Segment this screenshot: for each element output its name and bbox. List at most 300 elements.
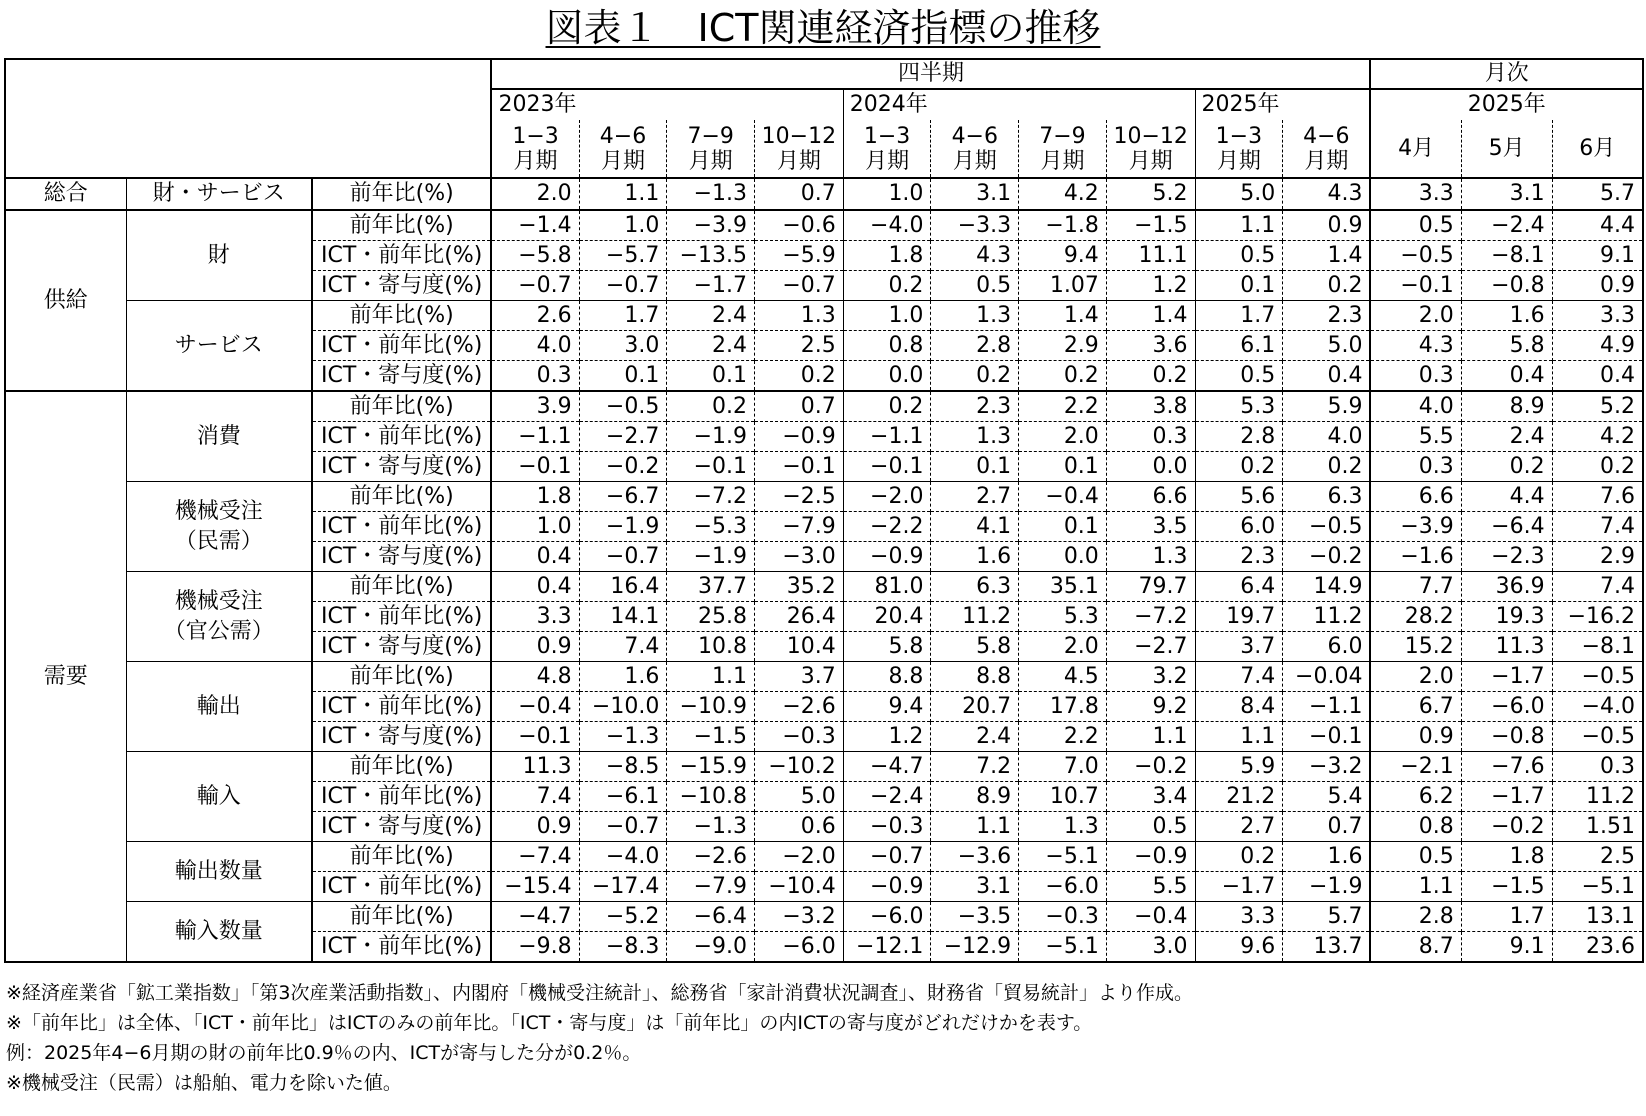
header-corner [5, 59, 491, 178]
value-cell: 2.8 [1370, 902, 1461, 932]
value-cell: 10.7 [1019, 782, 1107, 812]
value-cell: 0.3 [1370, 452, 1461, 482]
value-cell: −9.0 [667, 932, 755, 963]
value-cell: 1.0 [843, 178, 931, 210]
period-range: 1−3 [1215, 123, 1263, 149]
value-cell: 7.0 [1019, 752, 1107, 782]
value-cell: −2.0 [843, 482, 931, 512]
value-cell: 5.0 [1195, 178, 1283, 210]
value-cell: 1.1 [931, 812, 1019, 842]
value-cell: 9.4 [1019, 241, 1107, 271]
value-cell: −0.2 [579, 452, 667, 482]
value-cell: 3.4 [1106, 782, 1195, 812]
subgroup-label [126, 178, 312, 210]
value-cell: 0.2 [755, 361, 844, 392]
value-cell: −2.6 [667, 842, 755, 872]
value-cell: −0.04 [1283, 662, 1371, 692]
value-cell: 0.5 [1106, 812, 1195, 842]
period-suffix: 月期 [1128, 148, 1173, 174]
value-cell: −4.7 [491, 902, 579, 932]
value-cell: 1.7 [1195, 301, 1283, 331]
value-cell: −5.3 [667, 512, 755, 542]
subgroup-label [126, 301, 312, 392]
value-cell: 3.5 [1106, 512, 1195, 542]
value-cell: −3.9 [1370, 512, 1461, 542]
value-cell: −1.9 [667, 542, 755, 572]
value-cell: −10.4 [755, 872, 844, 902]
value-cell: 3.2 [1106, 662, 1195, 692]
value-cell: −0.9 [755, 422, 844, 452]
measure-label: 前年比(%) [312, 752, 492, 782]
value-cell: −1.9 [667, 422, 755, 452]
value-cell: 0.3 [1370, 361, 1461, 392]
value-cell: 0.9 [1283, 210, 1371, 241]
value-cell: 4.4 [1461, 482, 1552, 512]
value-cell: 0.0 [1019, 542, 1107, 572]
value-cell: 2.0 [491, 178, 579, 210]
group-label: 供給 [5, 210, 126, 391]
header-period [1106, 120, 1195, 178]
period-suffix: 月期 [1216, 148, 1261, 174]
period-range: 10−12 [1113, 123, 1188, 149]
value-cell: −17.4 [579, 872, 667, 902]
value-cell: −6.0 [755, 932, 844, 963]
value-cell: 7.7 [1370, 572, 1461, 602]
table-row [5, 391, 1643, 422]
value-cell: −0.8 [1461, 722, 1552, 752]
value-cell: 8.9 [931, 782, 1019, 812]
value-cell: −8.1 [1461, 241, 1552, 271]
value-cell: 35.1 [1019, 572, 1107, 602]
value-cell: 0.8 [843, 331, 931, 361]
value-cell: 0.4 [491, 572, 579, 602]
measure-label: ICT・前年比(%) [312, 602, 492, 632]
value-cell: 7.4 [579, 632, 667, 662]
measure-label: 前年比(%) [312, 842, 492, 872]
value-cell: 1.4 [1019, 301, 1107, 331]
period-range: 7−9 [1039, 123, 1086, 149]
value-cell: 1.6 [1283, 842, 1371, 872]
value-cell: 11.3 [1461, 632, 1552, 662]
footnote: ※機械受注（民需）は船舶、電力を除いた値。 [6, 1072, 402, 1094]
value-cell: −5.2 [579, 902, 667, 932]
value-cell: −6.4 [1461, 512, 1552, 542]
ict-indicator-table [4, 58, 1644, 963]
value-cell: −0.4 [491, 692, 579, 722]
subgroup-label-line: 輸出 [196, 693, 241, 719]
value-cell: 4.0 [491, 331, 579, 361]
value-cell: 26.4 [755, 602, 844, 632]
value-cell: 4.5 [1019, 662, 1107, 692]
value-cell: −2.7 [579, 422, 667, 452]
value-cell: 37.7 [667, 572, 755, 602]
value-cell: −1.9 [1283, 872, 1371, 902]
value-cell: −8.1 [1552, 632, 1643, 662]
value-cell: −8.3 [579, 932, 667, 963]
measure-label: 前年比(%) [312, 482, 492, 512]
value-cell: 6.1 [1195, 331, 1283, 361]
period-range: 7−9 [687, 123, 734, 149]
subgroup-label-line: 機械受注 [174, 498, 263, 524]
group-label: 需要 [5, 391, 126, 962]
value-cell: 4.2 [1019, 178, 1107, 210]
value-cell: −0.7 [579, 271, 667, 301]
period-suffix: 月期 [688, 148, 733, 174]
value-cell: 1.7 [1461, 902, 1552, 932]
period-range: 10−12 [761, 123, 837, 149]
table-title: 図表１ ICT関連経済指標の推移 [545, 6, 1101, 50]
value-cell: −0.7 [843, 842, 931, 872]
value-cell: 1.6 [1461, 301, 1552, 331]
value-cell: −1.3 [579, 722, 667, 752]
value-cell: −0.1 [667, 452, 755, 482]
measure-label: 前年比(%) [312, 662, 492, 692]
measure-label: 前年比(%) [312, 178, 492, 210]
header-year-monthly: 2025年 [1370, 89, 1643, 120]
value-cell: 3.3 [1370, 178, 1461, 210]
value-cell: −6.4 [667, 902, 755, 932]
value-cell: 1.7 [579, 301, 667, 331]
value-cell: −0.5 [579, 391, 667, 422]
value-cell: −0.3 [1019, 902, 1107, 932]
value-cell: 2.3 [1283, 301, 1371, 331]
value-cell: 1.1 [1106, 722, 1195, 752]
measure-label: ICT・前年比(%) [312, 331, 492, 361]
header-year-2023: 2023年 [491, 89, 843, 120]
footnote: ※「前年比」は全体、「ICT・前年比」はICTのみの前年比。「ICT・寄与度」は「前年比」の内ICTの寄与度がどれだけかを表す。 [6, 1012, 1093, 1034]
value-cell: 1.1 [1370, 872, 1461, 902]
value-cell: 7.2 [931, 752, 1019, 782]
value-cell: 0.1 [931, 452, 1019, 482]
value-cell: 81.0 [843, 572, 931, 602]
subgroup-label [126, 842, 312, 902]
value-cell: −16.2 [1552, 602, 1643, 632]
subgroup-label-line: 輸入数量 [174, 918, 263, 944]
value-cell: 0.2 [1461, 452, 1552, 482]
value-cell: −12.9 [931, 932, 1019, 963]
value-cell: −3.0 [755, 542, 844, 572]
header-period [1283, 120, 1371, 178]
value-cell: 0.9 [1370, 722, 1461, 752]
value-cell: 21.2 [1195, 782, 1283, 812]
value-cell: 1.8 [491, 482, 579, 512]
value-cell: 7.4 [1552, 512, 1643, 542]
value-cell: 4.2 [1552, 422, 1643, 452]
value-cell: 14.9 [1283, 572, 1371, 602]
value-cell: −5.1 [1019, 842, 1107, 872]
value-cell: 0.1 [579, 361, 667, 392]
value-cell: 6.3 [1283, 482, 1371, 512]
value-cell: 2.2 [1019, 391, 1107, 422]
subgroup-label-line: （民需） [174, 528, 263, 554]
value-cell: −5.1 [1019, 932, 1107, 963]
value-cell: 0.2 [1283, 452, 1371, 482]
value-cell: 0.5 [1370, 210, 1461, 241]
value-cell: 3.3 [491, 602, 579, 632]
value-cell: 5.8 [843, 632, 931, 662]
value-cell: 1.07 [1019, 271, 1107, 301]
value-cell: 1.6 [579, 662, 667, 692]
value-cell: 0.2 [667, 391, 755, 422]
value-cell: 2.5 [755, 331, 844, 361]
value-cell: −6.1 [579, 782, 667, 812]
value-cell: 11.2 [931, 602, 1019, 632]
period-range: 4−6 [599, 123, 647, 149]
value-cell: 0.0 [843, 361, 931, 392]
value-cell: 0.1 [1195, 271, 1283, 301]
value-cell: 0.2 [1283, 271, 1371, 301]
value-cell: 2.8 [1195, 422, 1283, 452]
value-cell: −6.0 [1461, 692, 1552, 722]
value-cell: −1.8 [1019, 210, 1107, 241]
value-cell: 8.8 [843, 662, 931, 692]
value-cell: 20.7 [931, 692, 1019, 722]
value-cell: −4.0 [843, 210, 931, 241]
value-cell: 5.7 [1552, 178, 1643, 210]
value-cell: 6.6 [1370, 482, 1461, 512]
subgroup-label-line: サービス [174, 332, 263, 358]
value-cell: −6.0 [1019, 872, 1107, 902]
header-period [755, 120, 844, 178]
header-year-2024: 2024年 [843, 89, 1195, 120]
value-cell: 19.3 [1461, 602, 1552, 632]
value-cell: 2.4 [931, 722, 1019, 752]
value-cell: 2.0 [1370, 301, 1461, 331]
value-cell: 4.4 [1552, 210, 1643, 241]
value-cell: 9.6 [1195, 932, 1283, 963]
value-cell: −8.5 [579, 752, 667, 782]
value-cell: −1.3 [667, 812, 755, 842]
value-cell: 8.8 [931, 662, 1019, 692]
value-cell: 1.4 [1106, 301, 1195, 331]
value-cell: 5.4 [1283, 782, 1371, 812]
header-monthly: 月次 [1484, 61, 1529, 86]
value-cell: −7.2 [1106, 602, 1195, 632]
value-cell: 0.4 [1552, 361, 1643, 392]
measure-label: ICT・寄与度(%) [312, 542, 492, 572]
value-cell: −2.1 [1370, 752, 1461, 782]
value-cell: 4.8 [491, 662, 579, 692]
value-cell: −2.4 [1461, 210, 1552, 241]
value-cell: −2.2 [843, 512, 931, 542]
value-cell: −0.5 [1552, 662, 1643, 692]
value-cell: 3.7 [755, 662, 844, 692]
measure-label: ICT・前年比(%) [312, 782, 492, 812]
value-cell: −0.7 [491, 271, 579, 301]
measure-label: 前年比(%) [312, 572, 492, 602]
subgroup-label-line: 輸入 [196, 783, 241, 809]
value-cell: 2.4 [667, 301, 755, 331]
value-cell: 3.8 [1106, 391, 1195, 422]
value-cell: 5.3 [1195, 391, 1283, 422]
value-cell: 3.6 [1106, 331, 1195, 361]
measure-label: 前年比(%) [312, 301, 492, 331]
value-cell: 3.0 [579, 331, 667, 361]
value-cell: 7.6 [1552, 482, 1643, 512]
value-cell: −4.0 [1552, 692, 1643, 722]
value-cell: 1.3 [931, 422, 1019, 452]
value-cell: −0.4 [1019, 482, 1107, 512]
value-cell: −7.6 [1461, 752, 1552, 782]
value-cell: 3.1 [1461, 178, 1552, 210]
value-cell: 6.2 [1370, 782, 1461, 812]
period-range: 1−3 [863, 123, 911, 149]
value-cell: 4.1 [931, 512, 1019, 542]
value-cell: −10.8 [667, 782, 755, 812]
value-cell: 11.2 [1283, 602, 1371, 632]
value-cell: 3.1 [931, 178, 1019, 210]
period-suffix: 月期 [865, 148, 910, 174]
value-cell: 16.4 [579, 572, 667, 602]
value-cell: 3.9 [491, 391, 579, 422]
value-cell: 4.0 [1370, 391, 1461, 422]
period-suffix: 月期 [776, 148, 821, 174]
value-cell: 2.0 [1019, 632, 1107, 662]
value-cell: 28.2 [1370, 602, 1461, 632]
value-cell: 5.5 [1106, 872, 1195, 902]
value-cell: −13.5 [667, 241, 755, 271]
value-cell: −0.7 [579, 542, 667, 572]
value-cell: 1.4 [1283, 241, 1371, 271]
value-cell: −1.1 [1283, 692, 1371, 722]
table-row [5, 210, 1643, 241]
period-range: 4−6 [1303, 123, 1350, 149]
value-cell: 5.6 [1195, 482, 1283, 512]
value-cell: 0.2 [1019, 361, 1107, 392]
header-period [1195, 120, 1283, 178]
value-cell: 2.0 [1019, 422, 1107, 452]
subgroup-label [126, 902, 312, 963]
value-cell: 5.9 [1195, 752, 1283, 782]
value-cell: 5.8 [1461, 331, 1552, 361]
value-cell: 1.1 [579, 178, 667, 210]
value-cell: −7.2 [667, 482, 755, 512]
value-cell: 0.2 [1106, 361, 1195, 392]
value-cell: −1.7 [1461, 662, 1552, 692]
value-cell: −7.9 [667, 872, 755, 902]
header-month: 4月 [1398, 135, 1435, 161]
footnote: 例：2025年4−6月期の財の前年比0.9％の内、ICTが寄与した分が0.2％。 [6, 1042, 642, 1064]
footnotes [6, 978, 1642, 1098]
value-cell: 0.5 [1195, 361, 1283, 392]
value-cell: 5.9 [1283, 391, 1371, 422]
value-cell: 10.8 [667, 632, 755, 662]
value-cell: 0.7 [755, 178, 844, 210]
value-cell: −6.7 [579, 482, 667, 512]
value-cell: 2.9 [1019, 331, 1107, 361]
measure-label: ICT・前年比(%) [312, 241, 492, 271]
measure-label: ICT・前年比(%) [312, 692, 492, 722]
period-range: 4−6 [951, 123, 998, 149]
measure-label: ICT・寄与度(%) [312, 632, 492, 662]
measure-label: ICT・寄与度(%) [312, 452, 492, 482]
value-cell: 4.3 [931, 241, 1019, 271]
value-cell: 0.9 [491, 632, 579, 662]
value-cell: 9.2 [1106, 692, 1195, 722]
value-cell: 19.7 [1195, 602, 1283, 632]
value-cell: 1.51 [1552, 812, 1643, 842]
measure-label: 前年比(%) [312, 902, 492, 932]
value-cell: −0.3 [843, 812, 931, 842]
value-cell: −15.4 [491, 872, 579, 902]
value-cell: 36.9 [1461, 572, 1552, 602]
value-cell: 1.6 [931, 542, 1019, 572]
header-period [1019, 120, 1107, 178]
value-cell: 20.4 [843, 602, 931, 632]
value-cell: −5.8 [491, 241, 579, 271]
value-cell: −0.1 [491, 452, 579, 482]
value-cell: 23.6 [1552, 932, 1643, 963]
value-cell: 0.5 [931, 271, 1019, 301]
measure-label: ICT・前年比(%) [312, 872, 492, 902]
value-cell: 11.2 [1552, 782, 1643, 812]
value-cell: 14.1 [579, 602, 667, 632]
value-cell: −1.1 [491, 422, 579, 452]
subgroup-label [126, 662, 312, 752]
value-cell: 5.2 [1106, 178, 1195, 210]
header-quarterly: 四半期 [491, 59, 1370, 89]
value-cell: 0.8 [1370, 812, 1461, 842]
value-cell: 9.1 [1461, 932, 1552, 963]
value-cell: 2.9 [1552, 542, 1643, 572]
value-cell: −0.3 [755, 722, 844, 752]
value-cell: −0.5 [1552, 722, 1643, 752]
value-cell: −0.2 [1461, 812, 1552, 842]
measure-label: ICT・寄与度(%) [312, 812, 492, 842]
value-cell: 5.0 [1283, 331, 1371, 361]
value-cell: 6.0 [1283, 632, 1371, 662]
value-cell: 3.3 [1195, 902, 1283, 932]
value-cell: −7.4 [491, 842, 579, 872]
value-cell: 6.0 [1195, 512, 1283, 542]
value-cell: −2.6 [755, 692, 844, 722]
subgroup-label-line: （官公需） [163, 618, 274, 644]
subgroup-label-line: 輸出数量 [174, 858, 263, 884]
value-cell: 2.6 [491, 301, 579, 331]
value-cell: 9.4 [843, 692, 931, 722]
value-cell: 3.0 [1106, 932, 1195, 963]
value-cell: 7.4 [1552, 572, 1643, 602]
subgroup-label [126, 572, 312, 662]
value-cell: 2.7 [1195, 812, 1283, 842]
value-cell: 35.2 [755, 572, 844, 602]
measure-label: ICT・寄与度(%) [312, 271, 492, 301]
value-cell: 8.7 [1370, 932, 1461, 963]
value-cell: 11.1 [1106, 241, 1195, 271]
value-cell: −0.7 [579, 812, 667, 842]
table-row [5, 178, 1643, 210]
value-cell: −3.3 [931, 210, 1019, 241]
subgroup-label-line: 財 [207, 242, 230, 268]
value-cell: −1.7 [1195, 872, 1283, 902]
table-row [5, 902, 1643, 932]
value-cell: −2.0 [755, 842, 844, 872]
measure-label: 前年比(%) [312, 210, 492, 241]
subgroup-label-line: 機械受注 [174, 588, 263, 614]
value-cell: 10.4 [755, 632, 844, 662]
measure-label: ICT・寄与度(%) [312, 722, 492, 752]
value-cell: −4.7 [843, 752, 931, 782]
value-cell: 0.9 [1552, 271, 1643, 301]
value-cell: −1.5 [667, 722, 755, 752]
value-cell: −1.6 [1370, 542, 1461, 572]
value-cell: 4.9 [1552, 331, 1643, 361]
value-cell: 0.3 [491, 361, 579, 392]
value-cell: 6.3 [931, 572, 1019, 602]
table-row [5, 842, 1643, 872]
value-cell: 0.1 [1019, 512, 1107, 542]
table-row [5, 752, 1643, 782]
